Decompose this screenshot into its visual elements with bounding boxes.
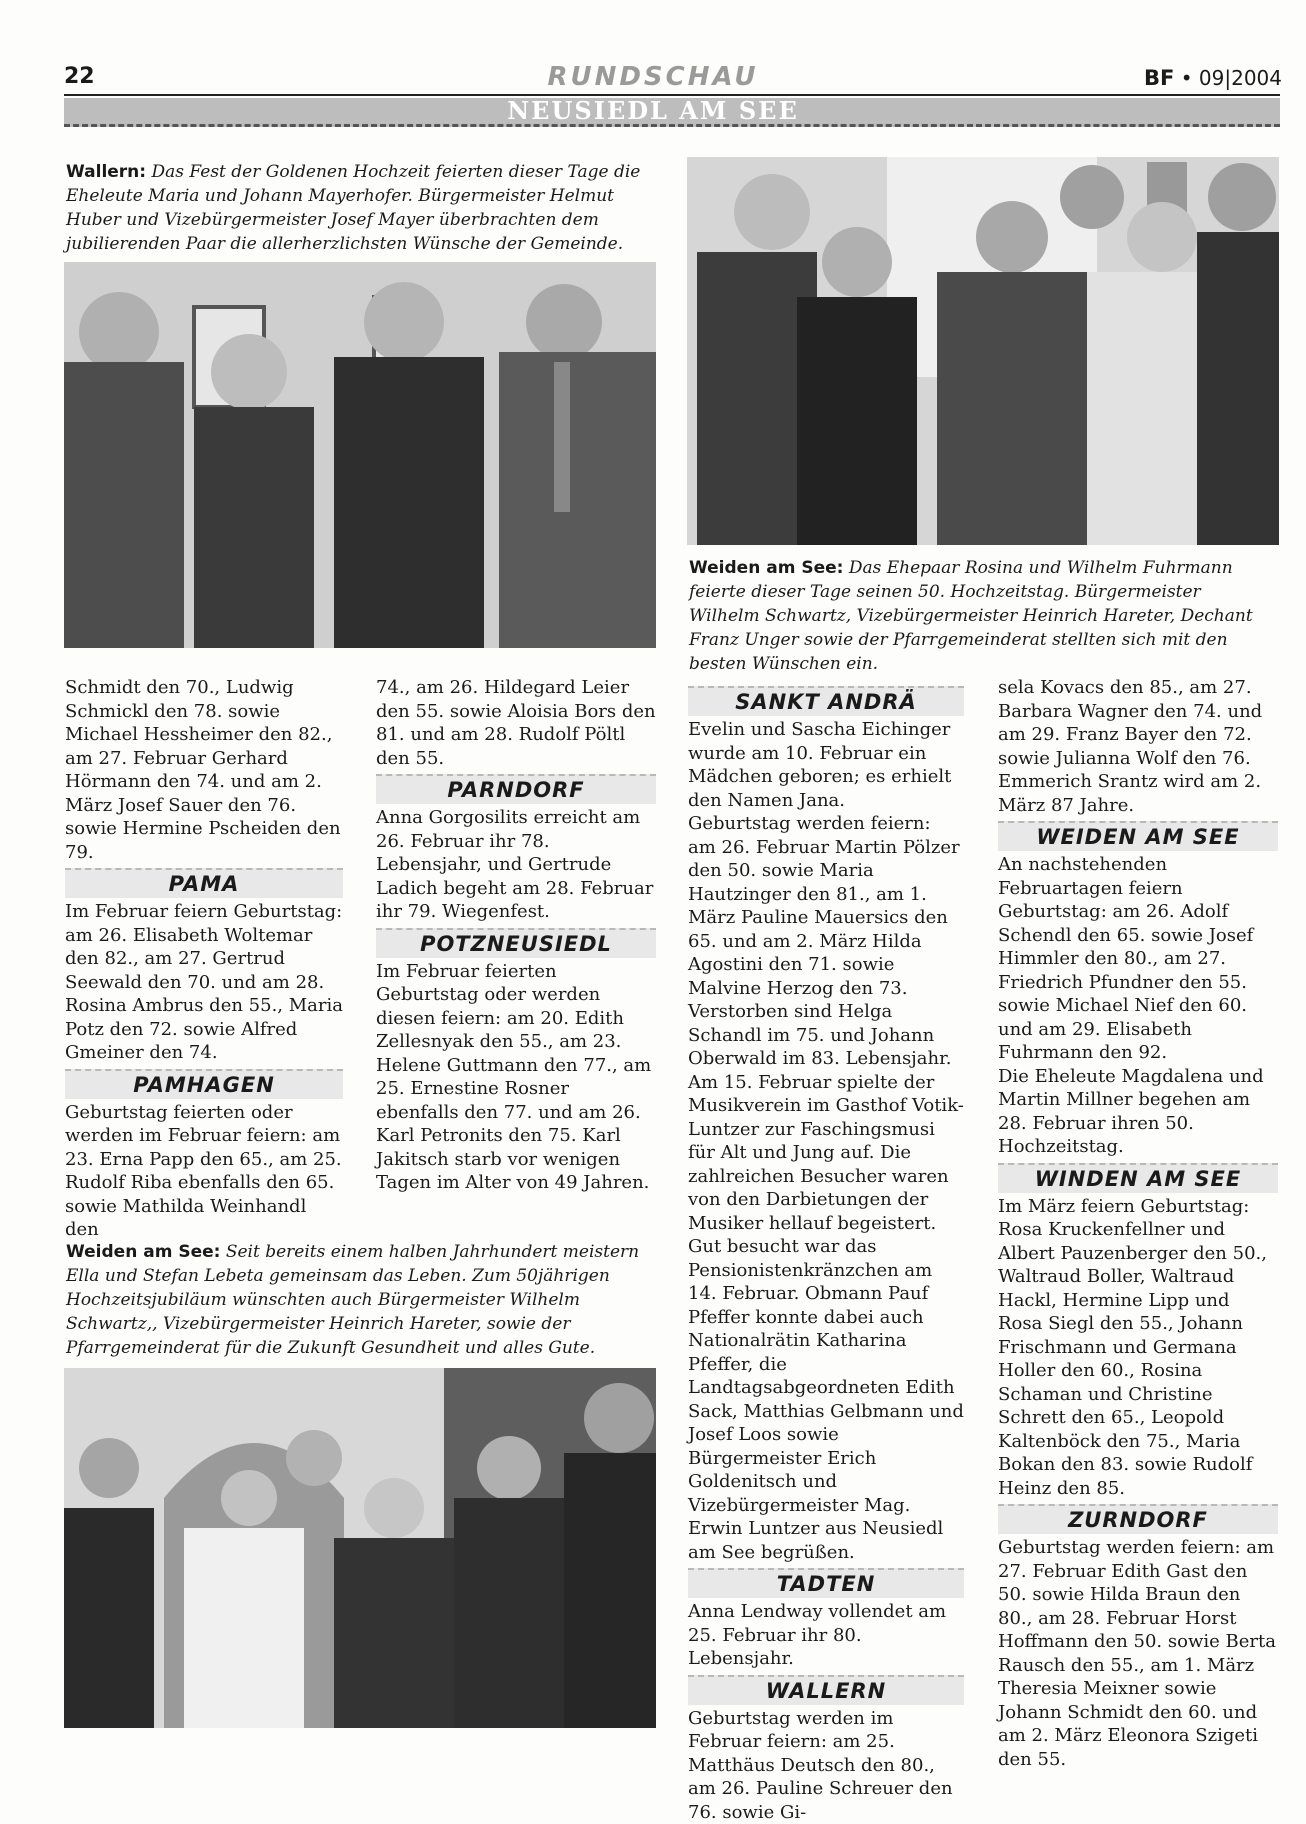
page-number: 22 bbox=[64, 64, 95, 89]
masthead: RUNDSCHAU bbox=[0, 62, 1306, 92]
caption-place: Wallern: bbox=[66, 162, 146, 182]
article-text: Anna Gorgosilits erreicht am 26. Februar ihr 78. Lebensjahr, und Gertrude Ladich begeht am 28. Februar ihr 79. Wiegenfest. bbox=[376, 806, 656, 924]
column-2 bbox=[376, 676, 656, 1195]
article-text: Im März feiern Geburtstag: Rosa Kruckenfellner und Albert Pauzenberger den 50., Waltraud Boller, Waltraud Hackl, Hermine Lipp und Rosa Siegl den 55., Johann Frischmann und Germana Holler den 60., Rosina Schaman und Christine Schrett den 65., Leopold Kaltenböck den 75., Maria Bokan den 83. sowie Rudolf Heinz den 85. bbox=[998, 1195, 1278, 1501]
article-text: Geburtstag feierten oder werden im Februar feiern: am 23. Erna Papp den 65., am 25. Rudolf Riba ebenfalls den 65. sowie Mathilda Weinhandl den bbox=[65, 1101, 343, 1242]
caption-top-right bbox=[689, 556, 1275, 676]
section-heading-pama: PAMA bbox=[65, 868, 343, 898]
caption-place: Weiden am See: bbox=[689, 558, 843, 578]
brand-label: BF bbox=[1144, 66, 1174, 90]
article-text: Im Februar feiern Geburtstag: am 26. Elisabeth Woltemar den 82., am 27. Gertrud Seewald den 70. und am 28. Rosina Ambrus den 55., Maria Potz den 72. sowie Alfred Gmeiner den 74. bbox=[65, 900, 343, 1065]
article-text: Am 15. Februar spielte der Musikverein im Gasthof Votik-Luntzer zur Faschingsmusi für Alt und Jung auf. Die zahlreichen Besucher waren von den Darbietungen der Musiker hellauf begeistert. bbox=[688, 1071, 964, 1236]
issue-number: 09|2004 bbox=[1199, 66, 1282, 90]
issue-label bbox=[1144, 66, 1282, 90]
section-heading-sankt-andrae: SANKT ANDRÄ bbox=[688, 686, 964, 716]
section-heading-winden: WINDEN AM SEE bbox=[998, 1163, 1278, 1193]
region-title: NEUSIEDL AM SEE bbox=[0, 98, 1306, 124]
caption-text: Das Fest der Goldenen Hochzeit feierten dieser Tage die Eheleute Maria und Johann Mayerhofer. Bürgermeister Helmut Huber und Vizebürgermeister Josef Mayer überbrachten dem jubilierenden Paar die allerherzlichsten Wünsche der Gemeinde. bbox=[66, 162, 640, 254]
bullet: • bbox=[1181, 66, 1193, 90]
column-4 bbox=[998, 676, 1278, 1771]
article-text: Geburtstag werden feiern: am 26. Februar Martin Pölzer den 50. sowie Maria Hautzinger den 81., am 1. März Pauline Mauersics den 65. und am 2. März Hilda Agostini den 71. sowie Malvine Herzog den 73. Verstorben sind Helga Schandl im 75. und Johann Oberwald im 83. Lebensjahr. bbox=[688, 812, 964, 1071]
photo-weiden-couple bbox=[687, 157, 1279, 545]
section-heading-parndorf: PARNDORF bbox=[376, 774, 656, 804]
caption-text: Das Ehepaar Rosina und Wilhelm Fuhrmann feierte dieser Tage seinen 50. Hochzeitstag. Bürgermeister Wilhelm Schwartz, Vizebürgermeister Heinrich Hareter, Dechant Franz Unger sowie der Pfarrgemeinderat stellten sich mit den besten Wünschen ein. bbox=[689, 558, 1253, 674]
article-text: Im Februar feierten Geburtstag oder werden diesen feiern: am 20. Edith Zellesnyak den 55., am 23. Helene Guttmann den 77., am 25. Ernestine Rosner ebenfalls den 77. und am 26. Karl Petronits den 75. Karl Jakitsch starb vor wenigen Tagen im Alter von 49 Jahren. bbox=[376, 960, 656, 1195]
photo-wallern-couple bbox=[64, 262, 656, 648]
section-heading-wallern: WALLERN bbox=[688, 1675, 964, 1705]
section-heading-tadten: TADTEN bbox=[688, 1568, 964, 1598]
caption-text: Seit bereits einem halben Jahrhundert meistern Ella und Stefan Lebeta gemeinsam das Leben. Zum 50jährigen Hochzeitsjubiläum wünschten auch Bürgermeister Wilhelm Schwartz,, Vizebürgermeister Heinrich Hareter, sowie der Pfarrgemeinderat für die Zukunft Gesundheit und alles Gute. bbox=[66, 1242, 639, 1358]
photo-lebeta-couple bbox=[64, 1368, 656, 1728]
article-text: 74., am 26. Hildegard Leier den 55. sowie Aloisia Bors den 81. und am 28. Rudolf Pöltl den 55. bbox=[376, 676, 656, 770]
column-1 bbox=[65, 676, 343, 1242]
caption-bottom-left bbox=[66, 1240, 652, 1360]
article-text: sela Kovacs den 85., am 27. Barbara Wagner den 74. und am 29. Franz Bayer den 72. sowie Julianna Wolf den 76. Emmerich Srantz wird am 2. März 87 Jahre. bbox=[998, 676, 1278, 817]
section-heading-pamhagen: PAMHAGEN bbox=[65, 1069, 343, 1099]
caption-top-left bbox=[66, 160, 652, 256]
article-text: Gut besucht war das Pensionistenkränzchen am 14. Februar. Obmann Pauf Pfeffer konnte dabei auch Nationalrätin Katharina Pfeffer, die Landtagsabgeordneten Edith Sack, Matthias Gelbmann und Josef Loos sowie Bürgermeister Erich Goldenitsch und Vizebürgermeister Mag. Erwin Luntzer aus Neusiedl am See begrüßen. bbox=[688, 1235, 964, 1564]
article-text: Geburtstag werden im Februar feiern: am 25. Matthäus Deutsch den 80., am 26. Pauline Schreuer den 76. sowie Gi- bbox=[688, 1707, 964, 1824]
section-heading-weiden: WEIDEN AM SEE bbox=[998, 821, 1278, 851]
column-3 bbox=[688, 676, 964, 1824]
article-text: An nachstehenden Februartagen feiern Geburtstag: am 26. Adolf Schendl den 65. sowie Josef Himmler den 80., am 27. Friedrich Pfundner den 55. sowie Michael Nief den 60. und am 29. Elisabeth Fuhrmann den 92. bbox=[998, 853, 1278, 1065]
caption-place: Weiden am See: bbox=[66, 1242, 220, 1262]
section-heading-zurndorf: ZURNDORF bbox=[998, 1504, 1278, 1534]
section-heading-potzneusiedl: POTZNEUSIEDL bbox=[376, 928, 656, 958]
article-text: Geburtstag werden feiern: am 27. Februar Edith Gast den 50. sowie Hilda Braun den 80., am 28. Februar Horst Hoffmann den 50. sowie Berta Rausch den 55., am 1. März Theresia Meixner sowie Johann Schmidt den 60. und am 2. März Eleonora Szigeti den 55. bbox=[998, 1536, 1278, 1771]
article-text: Schmidt den 70., Ludwig Schmickl den 78. sowie Michael Hessheimer den 82., am 27. Februar Gerhard Hörmann den 74. und am 2. März Josef Sauer den 76. sowie Hermine Pscheiden den 79. bbox=[65, 676, 343, 864]
article-text: Anna Lendway vollendet am 25. Februar ihr 80. Lebensjahr. bbox=[688, 1600, 964, 1671]
article-text: Die Eheleute Magdalena und Martin Millner begehen am 28. Februar ihren 50. Hochzeitstag. bbox=[998, 1065, 1278, 1159]
article-text: Evelin und Sascha Eichinger wurde am 10. Februar ein Mädchen geboren; es erhielt den Namen Jana. bbox=[688, 718, 964, 812]
